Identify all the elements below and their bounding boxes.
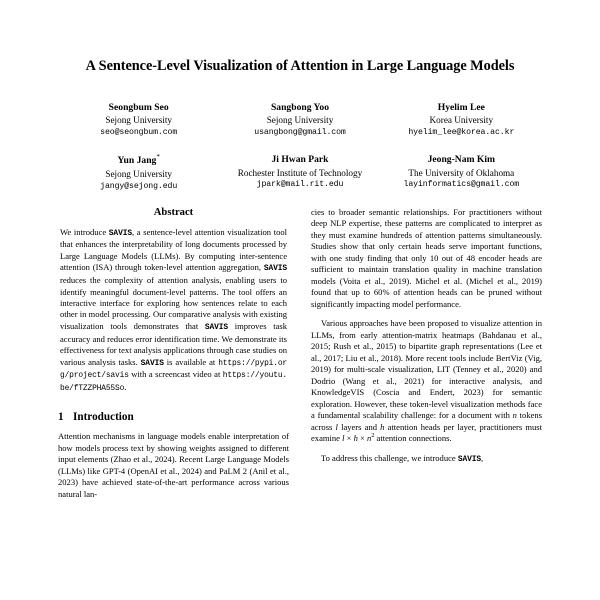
- pypi-link[interactable]: https://pypi.org/project/savis: [60, 358, 287, 381]
- author-name: Ji Hwan Park: [271, 154, 329, 166]
- abstract-text: We introduce SAVIS, a sentence-level attention visualization tool that enhances the interpretability of long documents processed by Large Language Models (LLMs). By computing inter-sentence attention (ISA) through token-level attention aggregation, SAVIS reduces the complexity of attention analysis, enabling users to identify meaningful document-level patterns. The tool offers an interactive interface for exploring how sentences relate to each other in model processing. Our comparative analysis with existing visualization tools demonstrates that SAVIS improves task accuracy and reduces error identification time. We demonstrate its effectiveness for text analysis applications through case studies on various analysis tasks. SAVIS is available at https://pypi.org/project/savis with a screencast video at https://youtu.be/fTZZPHA55So.: [60, 226, 287, 393]
- tool-name: SAVIS: [140, 358, 164, 368]
- author-block: [58, 101, 542, 192]
- author-name: Yun Jang*: [117, 153, 160, 167]
- author-name: Jeong-Nam Kim: [427, 154, 496, 166]
- introduction-paragraph-3: To address this challenge, we introduce SAVIS,: [321, 452, 484, 464]
- author-affiliation: Sejong University: [266, 115, 334, 126]
- section-heading-introduction: [58, 411, 289, 423]
- author-name: Seongbum Seo: [108, 102, 169, 114]
- author-entry: [381, 153, 542, 191]
- screencast-video-link[interactable]: https://youtu.be/fTZZPHA55So: [60, 371, 287, 393]
- math-complexity-expression: [342, 433, 374, 443]
- author-email[interactable]: usangbong@gmail.com: [254, 128, 346, 138]
- page-title: A Sentence-Level Visualization of Attention in Large Language Models: [85, 58, 515, 74]
- author-email[interactable]: seo@seongbum.com: [100, 128, 178, 138]
- author-email[interactable]: jpark@mail.rit.edu: [256, 180, 344, 190]
- math-times: ×: [357, 433, 367, 444]
- body-columns: [58, 207, 542, 501]
- corresponding-author-marker: *: [156, 153, 160, 162]
- author-row: [58, 153, 542, 191]
- author-affiliation: Sejong University: [105, 168, 172, 179]
- math-variable-n: n: [512, 410, 517, 421]
- introduction-paragraph-2: Various approaches have been proposed to visualize attention in LLMs, from early attention-matrix heatmaps (Bahdanau et al., 2015; Rush et al., 2015) to bipartite graph representations (Lee et al., 2017; Liu et al., 2018). More recent tools include BertViz (Vig, 2019) for multi-scale visualization, LIT (Tenney et al., 2020) and Dodrio (Wang et al., 2021) for interactive analysis, and KnowledgeVIS (Coscia and Endert, 2023) for semantic exploration. However, these token-level visualization methods face a fundamental scalability challenge: for a document with n tokens across l layers and h attention heads per layer, practitioners must examine $l \times h \times n^2$ attention connections.: [311, 318, 542, 444]
- author-name: Hyelim Lee: [437, 102, 485, 114]
- author-name: Sangbong Yoo: [270, 102, 329, 114]
- author-entry: [58, 101, 219, 138]
- author-email[interactable]: layinformatics@gmail.com: [403, 180, 520, 190]
- author-affiliation: Korea University: [429, 115, 494, 126]
- author-entry: [219, 153, 380, 191]
- section-title: Introduction: [73, 411, 134, 424]
- author-entry: [381, 101, 542, 138]
- author-entry: [58, 153, 219, 191]
- introduction-paragraph-continued: cies to broader semantic relationships. For practitioners without deep NLP expertise, these patterns are complicated to interpret as they must examine hundreds of attention patterns simultaneously. Studies show that only certain heads serve important functions, with one study finding that only 10 out of 48 encoder heads are sufficient to maintain translation quality in machine translation models (Voita et al., 2019). Michel et al. (Michel et al., 2019) found that up to 60% of attention heads can be pruned without significantly impacting model performance.: [311, 206, 542, 309]
- math-variable-l: l: [342, 433, 345, 444]
- math-variable-l: l: [335, 421, 338, 432]
- math-variable-h: h: [353, 433, 358, 444]
- tool-name: SAVIS: [204, 322, 229, 332]
- tool-name: SAVIS: [108, 228, 132, 238]
- abstract-heading: Abstract: [153, 206, 194, 218]
- section-number: 1: [58, 411, 64, 424]
- math-variable-h: h: [380, 421, 385, 432]
- author-email[interactable]: hyelim_lee@korea.ac.kr: [408, 128, 515, 138]
- math-times: ×: [344, 433, 354, 444]
- author-affiliation: Sejong University: [105, 115, 172, 126]
- author-email[interactable]: jangy@sejong.edu: [100, 181, 178, 191]
- introduction-paragraph-1: Attention mechanisms in language models enable interpretation of how models process text by showing weights assigned to different input elements (Zhao et al., 2024). Recent Large Language Models (LLMs) like GPT-4 (OpenAI et al., 2024) and PaLM 2 (Anil et al., 2023) have achieved state-of-the-art performance across various natural lan-: [58, 431, 289, 499]
- tool-name: SAVIS: [263, 264, 287, 274]
- author-affiliation: The University of Oklahoma: [408, 167, 515, 178]
- author-affiliation: Rochester Institute of Technology: [237, 167, 363, 178]
- left-column: [58, 207, 289, 501]
- author-entry: [219, 101, 380, 138]
- author-row: [58, 101, 542, 138]
- right-column: [311, 207, 542, 501]
- math-variable-n: n: [366, 433, 372, 444]
- tool-name: SAVIS: [457, 454, 482, 464]
- math-exponent: 2: [371, 432, 375, 440]
